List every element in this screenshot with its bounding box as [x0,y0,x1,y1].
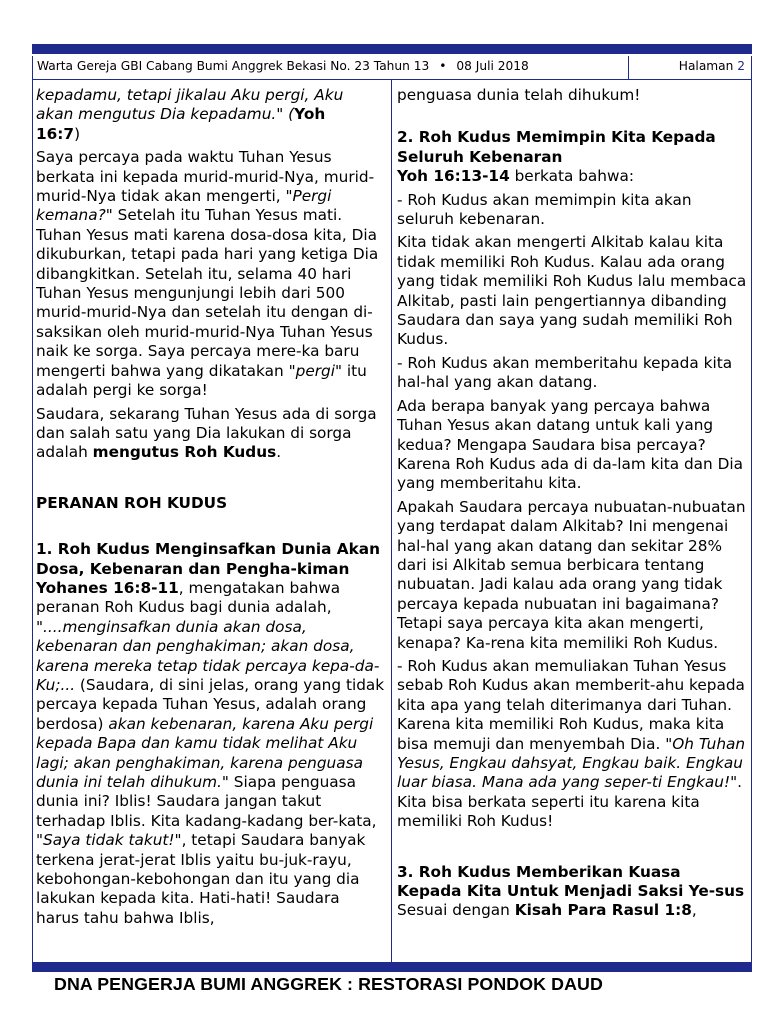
body-text: , tetapi Saudara banyak terkena jerat-jerat Iblis yaitu bu-juk-rayu, kebohongan-kebohongan dan itu yang dia lakukan kepada kita. Hati-hati! Saudara harus tahu bahwa Iblis, [36,831,366,927]
subsection-heading: 2. Roh Kudus Memimpin Kita Kepada Seluruh Kebenaran [397,128,716,166]
quote-text: "Saya tidak takut!" [36,831,182,850]
paragraph: Kita tidak akan mengerti Alkitab kalau kita tidak memiliki Roh Kudus. Kalau ada orang yang tidak memiliki Roh Kudus lalu membaca Alkitab, pasti lain pengertiannya dibanding Saudara dan saya yang sudah memiliki Roh Kudus. [397,233,747,349]
body-text: , [691,901,697,920]
paragraph: - Roh Kudus akan memimpin kita akan seluruh kebenaran. [397,190,692,229]
body-text: , mengatakan bahwa peranan Roh Kudus bagi dunia adalah, [36,578,341,617]
scripture-reference: Yoh 16:13-14 [397,167,510,186]
page-footer: DNA PENGERJA BUMI ANGGREK : RESTORASI PONDOK DAUD [54,974,603,994]
emphasis-text: mengutus Roh Kudus [92,443,277,462]
paragraph [36,86,386,144]
publication-date: 08 Juli 2018 [456,59,529,73]
body-text: Siapa penguasa dunia ini? Iblis! Saudara jangan takut terhadap Iblis. Kita kadang-kadang ber-kata, [36,773,377,830]
quote-text: "Oh Tuhan Yesus, Engkau dahsyat, Engkau baik. Engkau luar biasa. Mana ada yang seper-ti Engkau!" [397,734,746,792]
body-text: . [276,443,282,462]
page-indicator [679,59,745,73]
scripture-reference: Kisah Para Rasul 1:8 [514,901,692,920]
subsection-heading: 1. Roh Kudus Menginsafkan Dunia Akan Dosa, Kebenaran dan Pengha-kiman [36,540,380,578]
body-text: - Roh Kudus akan memuliakan Tuhan Yesus sebab Roh Kudus akan memberit-ahu kepada kita apa yang telah diterimanya dari Tuhan. Karena kita memiliki Roh Kudus, maka kita bisa memuji dan menyembah Dia. [397,656,745,753]
paragraph [36,148,386,400]
paragraph [36,405,386,463]
paragraph: - Roh Kudus akan memberitahu kepada kita hal-hal yang akan datang. [397,353,733,392]
page-label: Halaman [678,59,734,73]
body-text: Sesuai dengan [397,901,515,920]
quote-text: akan mengutus Dia kepadamu." ( [36,105,295,124]
publication-title: Warta Gereja GBI Cabang Bumi Anggrek Bekasi No. 23 Tahun 13 [37,59,430,73]
paragraph: Ada berapa banyak yang percaya bahwa Tuhan Yesus akan datang untuk kali yang kedua? Mengapa Saudara bisa percaya? Karena Roh Kudus ada di da-lam kita dan Dia yang memberitahu kita. [397,396,744,493]
header-divider [628,56,629,80]
page-header [32,56,752,80]
right-column [397,86,749,925]
quote-text: "....menginsafkan dunia akan dosa, kebenaran dan penghakiman; akan dosa, karena mereka tetap tidak percaya kepa-da-Ku;... [36,617,380,694]
quote-text: kepadamu, tetapi jikalau Aku pergi, Aku [36,86,344,104]
section-heading: PERANAN ROH KUDUS [36,493,228,512]
publication-line [37,59,529,73]
subsection-heading: 3. Roh Kudus Memberikan Kuasa Kepada Kita Untuk Menjadi Saksi Ye-sus [397,862,745,901]
scripture-reference: 16:7 [36,124,75,143]
column-divider [391,80,392,962]
body-text: itu adalah pergi ke sorga! [36,361,367,400]
paragraph [397,901,749,920]
paragraph: Apakah Saudara percaya nubuatan-nubuatan yang terdapat dalam Alkitab? Ini mengenai hal-hal yang akan datang dan sekitar 28% dari isi Alkitab semua berbicara tentang nubuatan. Jadi kalau ada orang yang tidak percaya kepada nubuatan ini bagaimana? Tetapi saya percaya kita akan mengerti, kenapa? Ka-rena kita memiliki Roh Kudus. [397,497,746,652]
body-text: Saudara, sekarang Tuhan Yesus ada di sorga dan salah satu yang Dia lakukan di sorga adalah [36,404,377,462]
scripture-reference: Yoh [294,105,326,124]
paragraph [397,167,749,186]
quote-text: "pergi" [288,361,343,380]
frame-left-rule [32,80,33,962]
body-text: . Kita bisa berkata seperti itu karena kita memiliki Roh Kudus! [397,773,743,831]
paragraph [36,579,386,928]
punctuation: ) [74,124,81,143]
body-text: (Saudara, di sini jelas, orang yang tidak percaya kepada Tuhan Yesus, adalah orang berdosa) [36,675,385,733]
left-column [36,86,386,932]
frame-right-rule [751,80,752,962]
body-text: berkata bahwa: [509,167,635,186]
bullet-separator: • [439,59,447,73]
body-text: Setelah itu Tuhan Yesus mati. Tuhan Yesus mati karena dosa-dosa kita, Dia dikuburkan, tetapi pada hari yang ketiga Dia dibangkitkan. Setelah itu, selama 40 hari Tuhan Yesus mengunjungi lebih dari 500 murid-murid-Nya dan setelah itu dengan di-saksikan oleh murid-murid-Nya Tuhan Yesus naik ke sorga. Saya percaya mere-ka baru mengerti bahwa yang dikatakan [36,206,379,380]
quote-text: "Pergi kemana?" [36,187,332,225]
page-number: 2 [737,59,745,73]
paragraph: penguasa dunia telah dihukum! [397,86,641,104]
footer-rule [32,962,752,972]
header-top-rule [32,44,752,54]
quote-text: akan kebenaran, karena Aku pergi kepada Bapa dan kamu tidak melihat Aku lagi; akan penghakiman, karena penguasa dunia ini telah dihukum." [36,714,374,791]
body-text: Saya percaya pada waktu Tuhan Yesus berkata ini kepada murid-murid-Nya, murid-murid-Nya tidak akan mengerti, [36,148,375,206]
scripture-reference: Yohanes 16:8-11 [36,578,179,597]
paragraph [397,657,749,832]
